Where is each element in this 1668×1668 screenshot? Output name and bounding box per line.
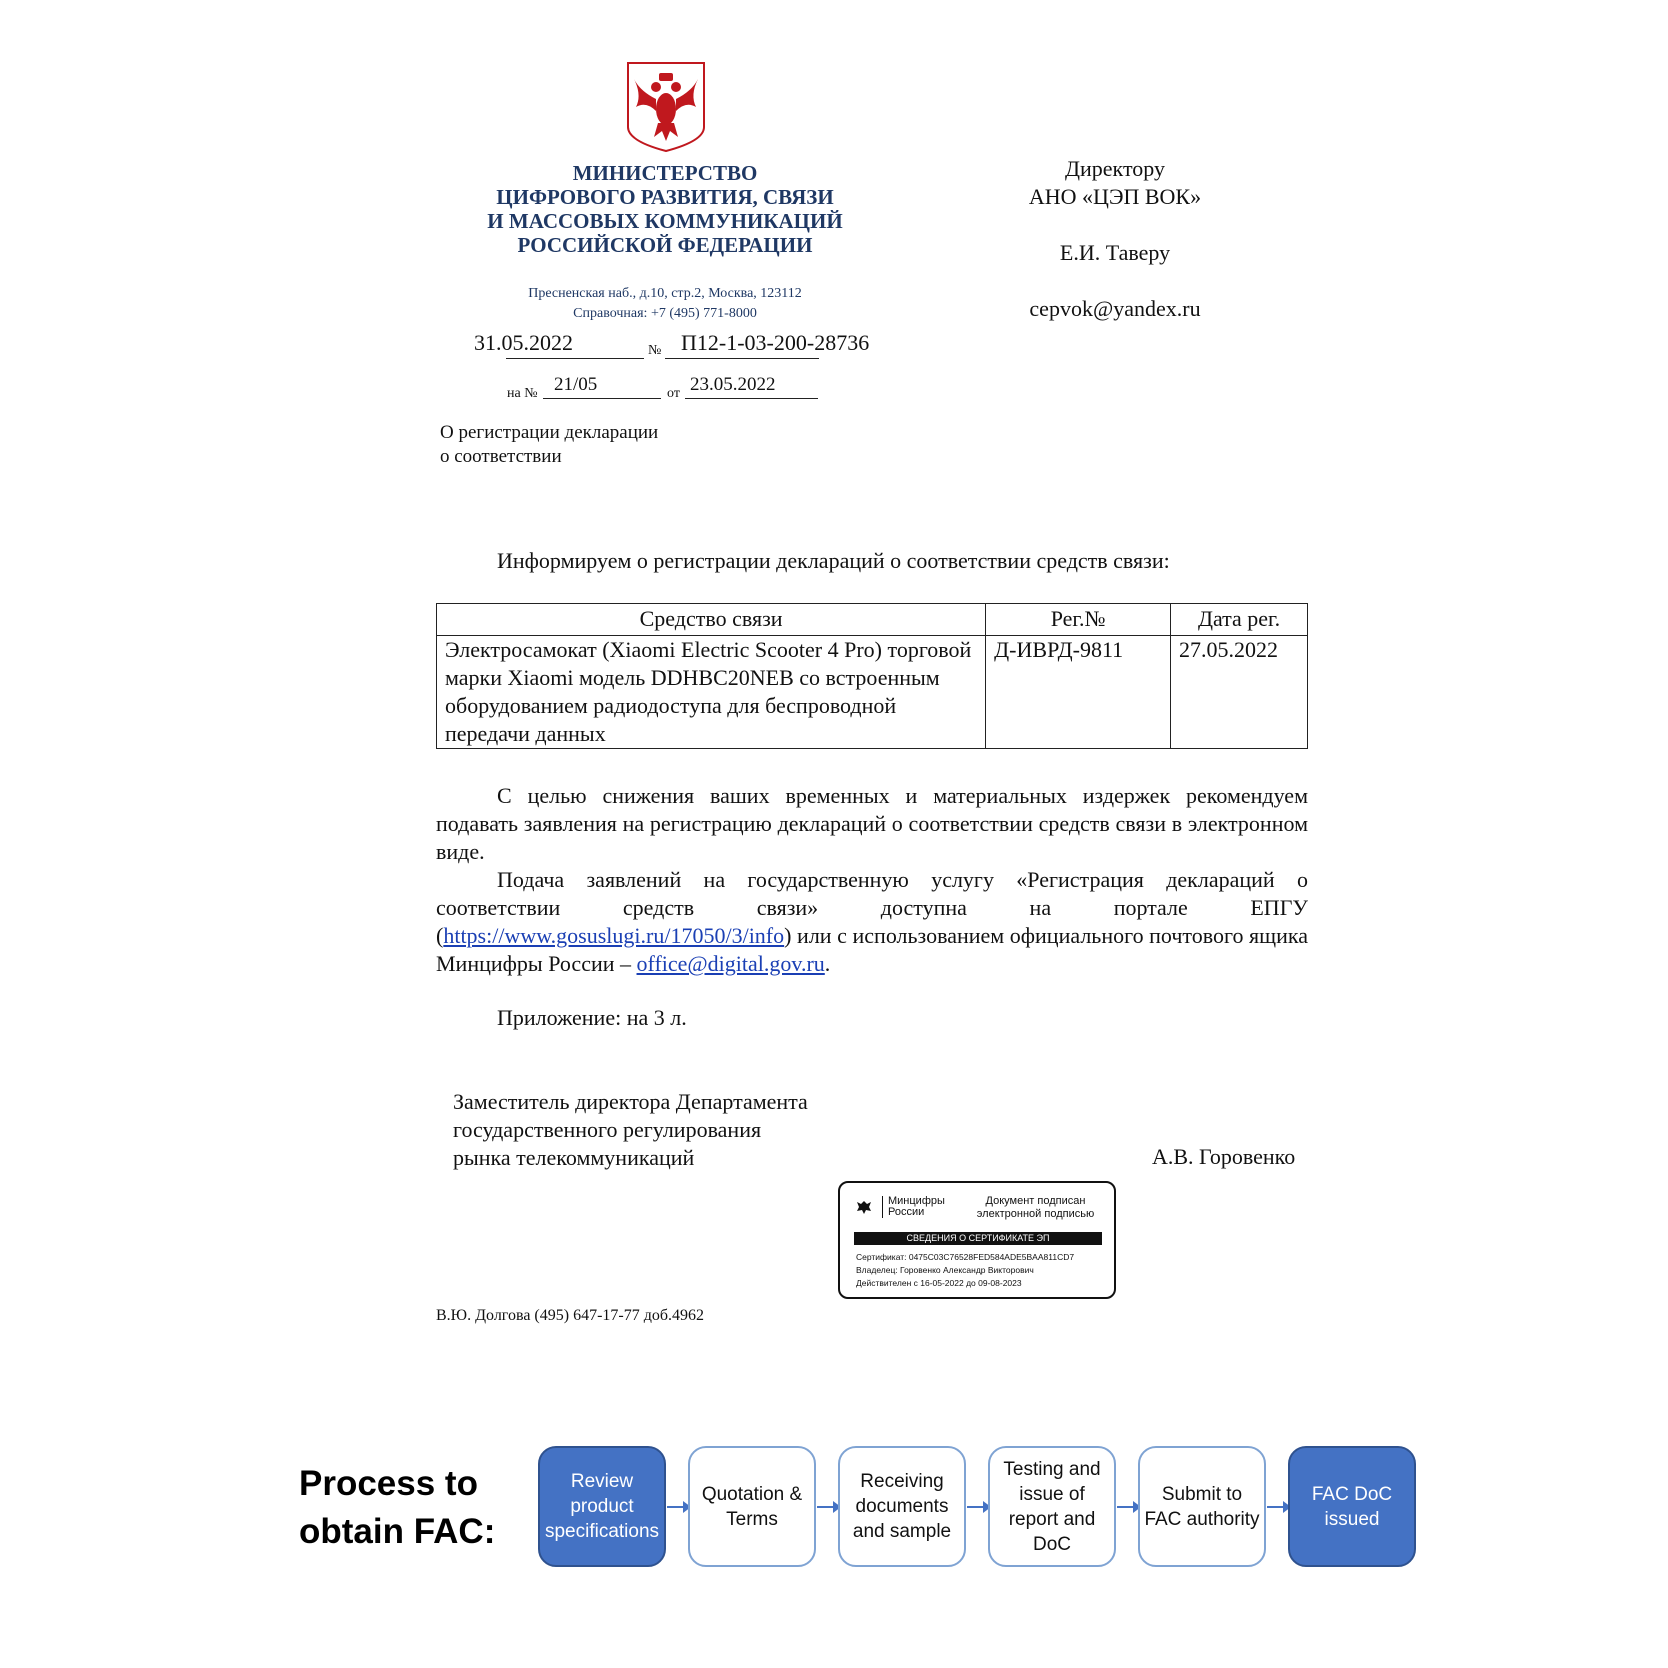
process-arrow — [667, 1506, 689, 1508]
stamp-title-line: электронной подписью — [976, 1208, 1095, 1220]
process-arrow — [817, 1506, 839, 1508]
ministry-address — [470, 284, 860, 324]
intro-text: Информируем о регистрации деклараций о соответствии средств связи: — [497, 548, 1170, 573]
address-line: Пресненская наб., д.10, стр.2, Москва, 123112 — [528, 286, 802, 301]
paragraph-recommendation: С целью снижения ваших временных и материальных издержек рекомендуем подавать заявления на регистрацию деклараций о соответствии средств связи в электронном виде. — [436, 783, 1308, 864]
stamp-org-line: Минцифры — [888, 1195, 945, 1207]
stamp-cert-header: СВЕДЕНИЯ О СЕРТИФИКАТЕ ЭП — [854, 1232, 1102, 1245]
letter-subject — [440, 421, 658, 469]
cell-reg-date: 27.05.2022 — [1171, 636, 1308, 749]
header-reg-date: Дата рег. — [1171, 604, 1308, 636]
stamp-validity: Действителен с 16-05-2022 до 09-08-2023 — [856, 1278, 1022, 1288]
process-step-review: Review product specifications — [538, 1446, 666, 1567]
outgoing-number: П12-1-03-200-28736 — [681, 330, 870, 355]
submission-text-mid: ) или с использованием официального почтового ящика Минцифры России – — [436, 923, 1308, 976]
executor-contact: В.Ю. Долгова (495) 647-17-77 доб.4962 — [436, 1307, 705, 1324]
signer-line: государственного регулирования — [453, 1117, 762, 1142]
submission-text-end: . — [824, 951, 831, 976]
subject-line: О регистрации декларации — [440, 422, 659, 443]
process-step-receiving: Receiving documents and sample — [838, 1446, 966, 1567]
ministry-line: РОССИЙСКОЙ ФЕДЕРАЦИИ — [517, 233, 813, 257]
ministry-line: И МАССОВЫХ КОММУНИКАЦИЙ — [487, 209, 843, 233]
subject-line: о соответствии — [440, 446, 562, 467]
signer-name: А.В. Горовенко — [1152, 1144, 1296, 1169]
stamp-org-line: России — [888, 1206, 925, 1218]
recipient-block — [990, 155, 1240, 323]
outgoing-date: 31.05.2022 — [474, 330, 573, 355]
body-text — [436, 782, 1308, 978]
stamp-cert-info — [856, 1251, 1074, 1290]
process-title — [299, 1460, 495, 1556]
date-underline — [506, 358, 644, 359]
stamp-title — [968, 1195, 1103, 1221]
declaration-table — [436, 603, 1308, 749]
number-underline — [665, 358, 819, 359]
reference-from-label: от — [667, 386, 680, 401]
attachment-note: Приложение: на 3 л. — [497, 1005, 687, 1030]
recipient-email: cepvok@yandex.ru — [1029, 296, 1201, 321]
ministry-line: ЦИФРОВОГО РАЗВИТИЯ, СВЯЗИ — [496, 185, 834, 209]
paragraph-submission — [436, 866, 1308, 978]
process-title-line: obtain FAC: — [299, 1512, 496, 1551]
header-device: Средство связи — [437, 604, 986, 636]
stamp-title-line: Документ подписан — [985, 1195, 1086, 1207]
ministry-line: МИНИСТЕРСТВО — [572, 161, 758, 185]
recipient-name: Е.И. Таверу — [1059, 240, 1171, 265]
stamp-org — [882, 1196, 945, 1218]
header-reg-number: Рег.№ — [986, 604, 1171, 636]
reference-date: 23.05.2022 — [690, 374, 776, 395]
reference-number: 21/05 — [554, 374, 598, 395]
signer-position — [453, 1088, 808, 1172]
number-sign: № — [648, 343, 662, 358]
process-step-testing: Testing and issue of report and DoC — [988, 1446, 1116, 1567]
recipient-title: Директору — [1065, 156, 1165, 181]
cell-reg-number: Д-ИВРД-9811 — [986, 636, 1171, 749]
process-step-quotation: Quotation & Terms — [688, 1446, 816, 1567]
reference-underline — [543, 398, 661, 399]
process-step-submit: Submit to FAC authority — [1138, 1446, 1266, 1567]
reference-label: на № — [507, 386, 538, 401]
cell-device: Электросамокат (Xiaomi Electric Scooter 4 Pro) торговой марки Xiaomi модель DDHBC20NEB со встроенным оборудованием радиодоступа для беспроводной передачи данных — [437, 636, 986, 749]
ministry-name — [470, 161, 860, 257]
process-arrow — [1117, 1506, 1139, 1508]
stamp-cert-number: Сертификат: 0475C03C76528FED584ADE5BAA811CD7 — [856, 1252, 1075, 1262]
office-email-link[interactable]: office@digital.gov.ru — [636, 951, 825, 976]
phone-line: Справочная: +7 (495) 771-8000 — [573, 306, 757, 321]
eagle-icon — [854, 1197, 874, 1217]
reference-date-underline — [685, 398, 818, 399]
coat-of-arms-emblem — [626, 61, 706, 153]
e-signature-stamp — [838, 1181, 1116, 1299]
gosuslugi-link[interactable]: https://www.gosuslugi.ru/17050/3/info — [443, 923, 785, 948]
signer-line: рынка телекоммуникаций — [453, 1145, 695, 1170]
recipient-org: АНО «ЦЭП ВОК» — [1028, 184, 1202, 209]
submission-text-start: Подача заявлений на государственную услугу «Регистрация деклараций о соответствии средств связи» доступна на портале ЕПГУ ( — [436, 867, 1308, 948]
stamp-owner: Владелец: Горовенко Александр Викторович — [856, 1265, 1034, 1275]
process-arrow — [1267, 1506, 1289, 1508]
process-arrow — [967, 1506, 989, 1508]
process-title-line: Process to — [299, 1464, 478, 1503]
signer-line: Заместитель директора Департамента — [453, 1089, 808, 1114]
process-step-issued: FAC DoC issued — [1288, 1446, 1416, 1567]
table-header-row — [437, 604, 1308, 636]
table-row — [437, 636, 1308, 749]
